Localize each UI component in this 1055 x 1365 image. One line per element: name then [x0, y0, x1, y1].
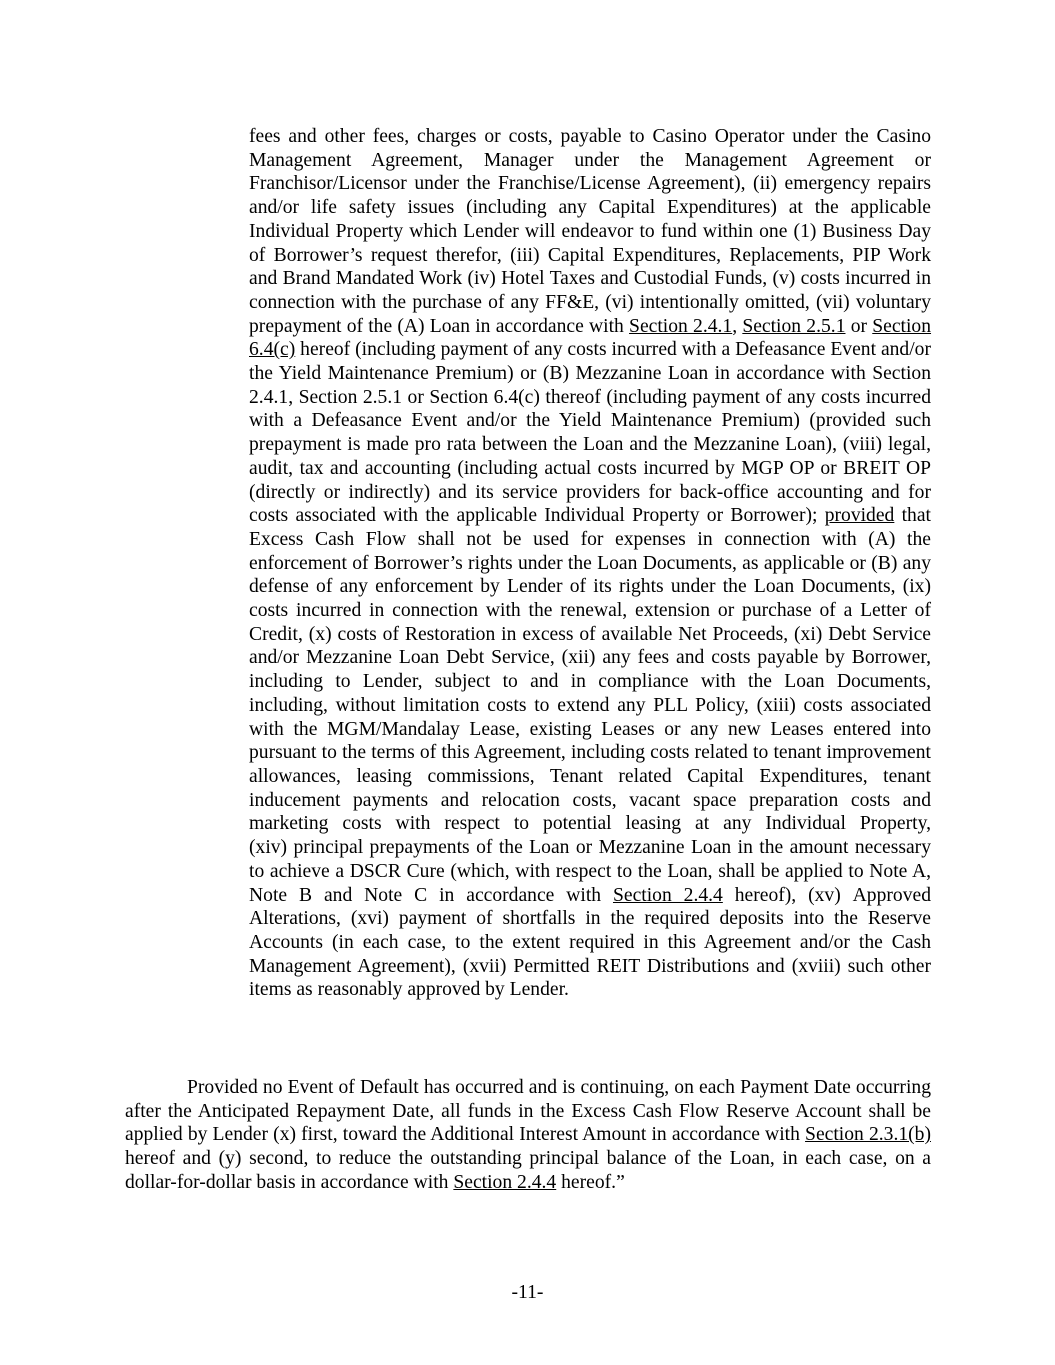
section-reference-2-4-1: Section 2.4.1	[629, 315, 733, 337]
continued-list-paragraph	[249, 125, 931, 1002]
page-number: -11-	[511, 1282, 544, 1303]
text-segment: ,	[732, 315, 743, 337]
text-segment: hereof (including payment of any costs incurred with a Defeasance Event and/or the Yield Maintenance Premium) or (B) Mezzanine Loan in accordance with Section 2.4.1, Section 2.5.1 or Section 6.4(c) thereof (including payment of any costs incurred with a Defeasance Event and/or the Yield Maintenance Premium) (provided such prepayment is made pro rata between the Loan and the Mezzanine Loan), (viii) legal, audit, tax and accounting (including actual costs incurred by MGP OP or BREIT OP (directly or indirectly) and its service providers for back-office accounting and for costs associated with the applicable Individual Property or Borrower);	[249, 339, 931, 527]
provided-term: provided	[824, 505, 895, 527]
section-reference-2-4-4: Section 2.4.4	[612, 884, 723, 906]
text-segment: that Excess Cash Flow shall not be used for expenses in connection with (A) the enforcement of Borrower’s rights under the Loan Documents, as applicable or (B) any defense of any enforcement by Lender of its rights under the Loan Documents, (ix) costs incurred in connection with the renewal, extension or purchase of a Letter of Credit, (x) costs of Restoration in excess of available Net Proceeds, (xi) Debt Service and/or Mezzanine Loan Debt Service, (xii) any fees and costs payable by Borrower, including to Lender, subject to and in compliance with the Loan Documents, including, without limitation costs to extend any PLL Policy, (xiii) costs associated with the MGM/Mandalay Lease, existing Leases or any new Leases entered into pursuant to the terms of this Agreement, including costs related to tenant improvement allowances, leasing commissions, Tenant related Capital Expenditures, tenant inducement payments and relocation costs, vacant space preparation costs and marketing costs with respect to potential leasing at any Individual Property, (xiv) principal prepayments of the Loan or Mezzanine Loan in the amount necessary to achieve a DSCR Cure (which, with respect to the Loan, shall be applied to Note A, Note B and Note C in accordance with	[249, 505, 931, 906]
text-segment: hereof and (y) second, to reduce the outstanding principal balance of the Loan, in each case, on a dollar-for-dollar basis in accordance with	[125, 1148, 931, 1193]
text-segment: or	[845, 315, 873, 337]
text-segment: Provided no Event of Default has occurred and is continuing, on each Payment Date occurring after the Anticipated Repayment Date, all funds in the Excess Cash Flow Reserve Account shall be applied by Lender (x) first, toward the Additional Interest Amount in accordance with	[125, 1077, 931, 1146]
section-reference-2-5-1: Section 2.5.1	[742, 315, 846, 337]
section-reference-2-4-4: Section 2.4.4	[453, 1171, 557, 1193]
section-reference-6-4-c: Section 6.4(c)	[249, 315, 932, 361]
text-segment: fees and other fees, charges or costs, payable to Casino Operator under the Casino Management Agreement, Manager under the Management Agreement or Franchisor/Licensor under the Franchise/License Agreement), (ii) emergency repairs and/or life safety issues (including any Capital Expenditures) at the applicable Individual Property which Lender will endeavor to fund within one (1) Business Day of Borrower’s request therefor, (iii) Capital Expenditures, Replacements, PIP Work and Brand Mandated Work (iv) Hotel Taxes and Custodial Funds, (v) costs incurred in connection with the purchase of any FF&E, (vi) intentionally omitted, (vii) voluntary prepayment of the (A) Loan in accordance with	[249, 126, 931, 337]
text-segment: hereof.”	[556, 1171, 625, 1193]
body-paragraph	[125, 1076, 931, 1195]
section-reference-2-3-1-b: Section 2.3.1(b)	[805, 1124, 931, 1146]
text-segment: hereof), (xv) Approved Alterations, (xvi) payment of shortfalls in the required deposits into the Reserve Accounts (in each case, to the extent required in this Agreement and/or the Cash Management Agreement), (xvii) Permitted REIT Distributions and (xviii) such other items as reasonably approved by Lender.	[249, 884, 932, 1001]
